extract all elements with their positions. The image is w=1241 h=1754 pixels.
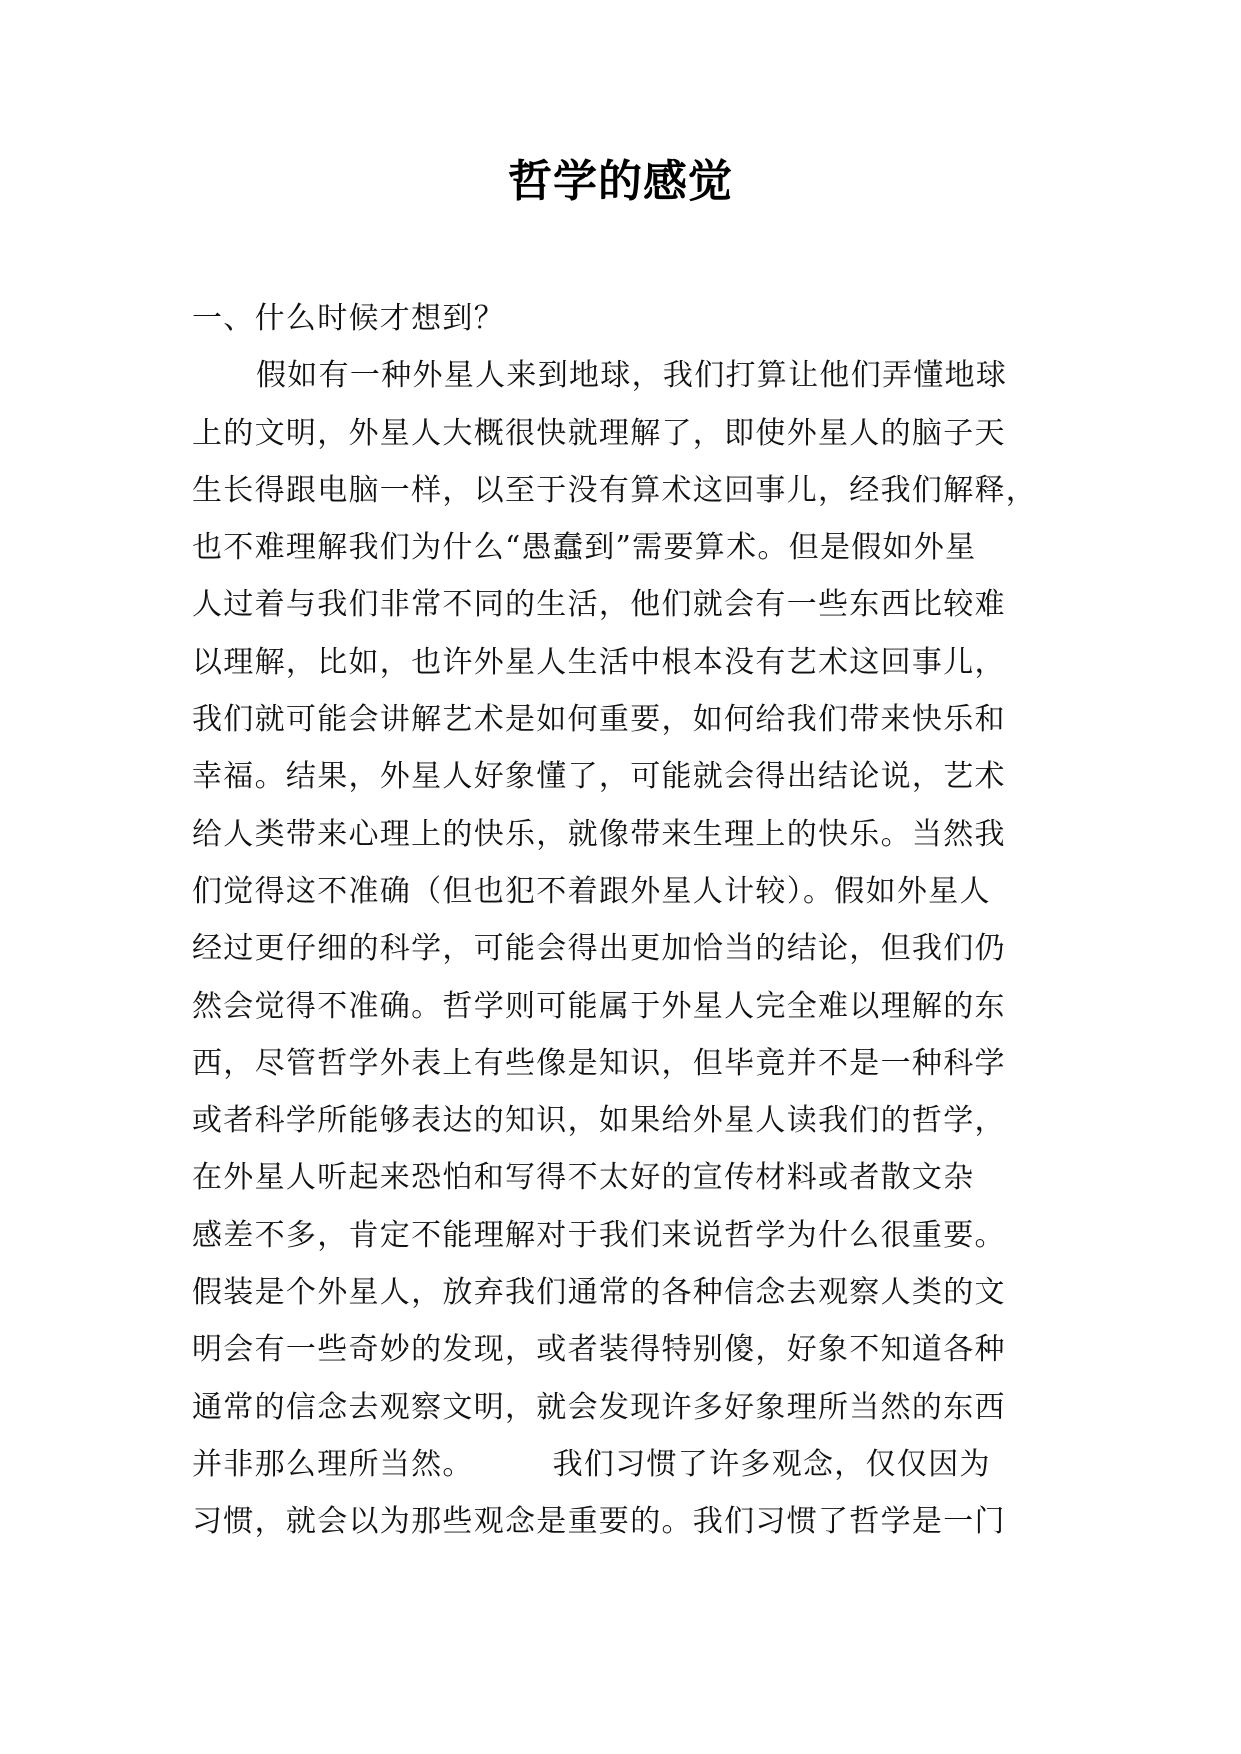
paragraph-line: 们觉得这不准确（但也犯不着跟外星人计较）。假如外星人 [192, 873, 991, 909]
paragraph-line: 我们就可能会讲解艺术是如何重要，如何给我们带来快乐和 [192, 702, 1006, 738]
paragraph-line: 幸福。结果，外星人好象懂了，可能就会得出结论说，艺术 [192, 759, 1006, 795]
document-body [192, 290, 1072, 1551]
paragraph-line: 并非那么理所当然。 我们习惯了许多观念，仅仅因为 [192, 1446, 991, 1482]
paragraph-line: 西，尽管哲学外表上有些像是知识，但毕竟并不是一种科学 [192, 1045, 1006, 1081]
paragraph-line: 生长得跟电脑一样，以至于没有算术这回事儿，经我们解释， [192, 472, 1038, 508]
paragraph-line: 假装是个外星人，放弃我们通常的各种信念去观察人类的文 [192, 1275, 1006, 1311]
paragraph-line: 也不难理解我们为什么“愚蠢到”需要算术。但是假如外星 [192, 530, 977, 566]
paragraph-line: 经过更仔细的科学，可能会得出更加恰当的结论，但我们仍 [192, 931, 1006, 967]
paragraph-line: 上的文明，外星人大概很快就理解了，即使外星人的脑子天 [192, 415, 1006, 451]
section-heading: 一、什么时候才想到？ [192, 301, 505, 336]
paragraph-line: 在外星人听起来恐怕和写得不太好的宣传材料或者散文杂 [192, 1160, 975, 1196]
paragraph-line: 习惯，就会以为那些观念是重要的。我们习惯了哲学是一门 [192, 1504, 1006, 1540]
paragraph-line: 以理解，比如，也许外星人生活中根本没有艺术这回事儿， [192, 644, 1006, 680]
paragraph-line: 感差不多，肯定不能理解对于我们来说哲学为什么很重要。 [192, 1217, 1006, 1253]
paragraph-line: 然会觉得不准确。哲学则可能属于外星人完全难以理解的东 [192, 988, 1006, 1024]
paragraph-line: 给人类带来心理上的快乐，就像带来生理上的快乐。当然我 [192, 816, 1006, 852]
paragraph-line: 或者科学所能够表达的知识，如果给外星人读我们的哲学， [192, 1103, 1006, 1139]
paragraph-line: 明会有一些奇妙的发现，或者装得特别傻，好象不知道各种 [192, 1332, 1006, 1368]
page-title: 哲学的感觉 [508, 156, 733, 207]
paragraph-line: 通常的信念去观察文明，就会发现许多好象理所当然的东西 [192, 1389, 1006, 1425]
paragraph-line: 假如有一种外星人来到地球，我们打算让他们弄懂地球 [256, 358, 1008, 394]
paragraph-line: 人过着与我们非常不同的生活，他们就会有一些东西比较难 [192, 587, 1006, 623]
